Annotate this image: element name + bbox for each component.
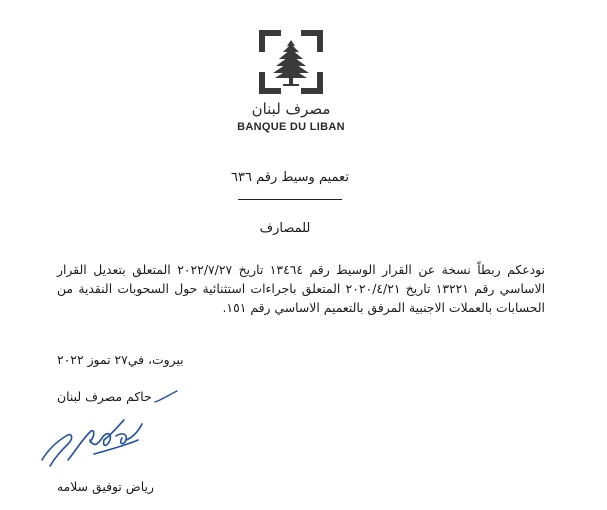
signatory-title: حاكم مصرف لبنان [57,389,152,404]
title-divider [238,199,342,200]
recipient-line: للمصارف [259,221,311,236]
body-paragraph-text: نودعكم ربطاً نسخة عن القرار الوسيط رقم ١٣٤٦٤ تاريخ ٢٠٢٢/٧/٢٧ المتعلق بتعديل القرار الاساسي رقم ١٣٢٢١ تاريخ ٢٠٢٠/٤/٢١ المتعلق باجراءات استثنائية حول السحوبات النقدية من الحسابات بالعملات الاجنبية المرفق بالتعميم الاساسي رقم ١٥١. [57,262,546,315]
bank-name-arabic: مصرف لبنان [251,100,331,118]
paraph-mark-icon [153,388,179,406]
place-date: بيروت، في٢٧ تموز ٢٠٢٢ [57,352,184,367]
circular-title: تعميم وسيط رقم ٦٣٦ [231,170,349,185]
cedar-logo-icon [259,30,323,94]
signatory-name: رياض توفيق سلامه [57,479,154,494]
bank-name-latin: BANQUE DU LIBAN [237,121,345,133]
handwritten-signature-icon [38,410,150,476]
body-paragraph [57,260,545,317]
